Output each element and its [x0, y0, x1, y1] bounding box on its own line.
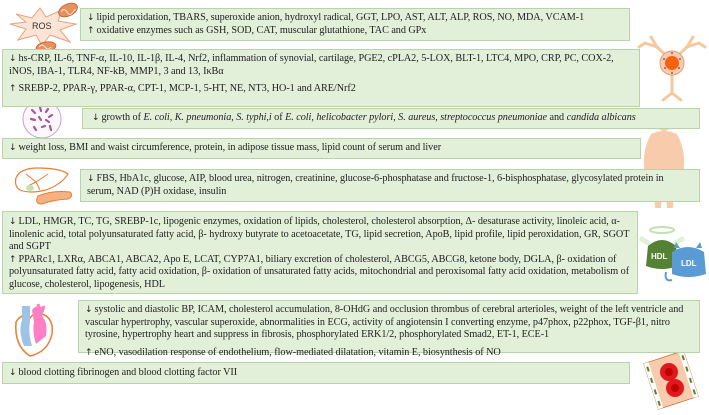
decreased-markers: systolic and diastolic BP, ICAM, cholesterol accumulation, 8-OHdG and occlusion thrombus of cerebral arterioles, weight of the left ventricle and vascular hypertrophy, vascular superoxide, abnormalities in ECG, activity of angiotensin I converting enzyme, p47phox, p22phox, TGF-β1, nitro tyrosine, hypertrophy heart and suppress in fibrosis, phosphorylated ERK1/2, phosphorylated Smad2, ET-1, ECE-1: [85, 304, 684, 341]
box-lipid-metabolism: [2, 211, 638, 294]
box-anticoagulant: [2, 362, 630, 384]
up-arrow-icon: ↑: [9, 254, 17, 265]
down-arrow-icon: ↓: [9, 368, 17, 378]
ldl-label: LDL: [681, 259, 697, 268]
box-inflammation: [2, 49, 640, 107]
down-arrow-icon: ↓: [9, 143, 17, 153]
hdl-label: HDL: [651, 252, 668, 261]
up-arrow-icon: ↑: [87, 25, 95, 36]
hdl-ldl-icon: [636, 222, 708, 288]
increased-markers: oxidative enzymes such as GSH, SOD, CAT, muscular glutathione, TAC and GPx: [96, 24, 427, 36]
connector-text: of: [271, 112, 286, 123]
down-arrow-icon: ↓: [87, 174, 95, 184]
organism-names: candida albicans: [566, 112, 636, 123]
down-arrow-icon: ↓: [9, 217, 17, 227]
organism-names: E. coli, K. pneumonia, S. typhi,: [143, 112, 269, 123]
box-cardiovascular: [78, 300, 700, 358]
decreased-markers: weight loss, BMI and waist circumference, protein, in adipose tissue mass, lipid count of serum and liver: [18, 142, 442, 153]
ros-burst-icon: [6, 2, 82, 50]
decreased-markers: lipid peroxidation, TBARS, superoxide anion, hydroxyl radical, GGT, LPO, AST, ALT, ALP, ROS, NO, MDA, VCAM-1: [96, 12, 585, 23]
neuron-icon: [637, 33, 707, 103]
organism-suffix: i: [268, 112, 272, 123]
connector-text: and: [547, 112, 567, 123]
box-antimicrobial: [82, 108, 700, 129]
down-arrow-icon: ↓: [85, 305, 93, 315]
increased-markers: PPARc1, LXRα, ABCA1, ABCA2, Apo E, LCAT, CYP7A1, biliary excretion of cholesterol, ABCG5, ABCG8, ketone body, DGLA, β- oxidation of polyunsaturated fatty acid, fatty acid oxidation, β- oxidation of unsaturated fatty acids, mitochondrial and peroxisomal fatty acid oxidation, metabolism of glucose, cholesterol, lipogenesis, HDL: [9, 253, 630, 290]
decreased-markers: LDL, HMGR, TC, TG, SREBP-1c, lipogenic enzymes, oxidation of lipids, cholesterol, cholesterol absorption, Δ- desaturase activity, linoleic acid, α-linolenic acid, total polyunsaturated fatty acid, β- hydroxy butyrate to acetoacetate, TG, lipid secretion, ApoB, lipid profile, lipid peroxidation, GR, SGOT and SGPT: [9, 216, 630, 253]
increased-markers: SREBP-2, PPAR-γ, PPAR-α, CPT-1, MCP-1, 5-HT, NE, NT3, HO-1 and ARE/Nrf2: [18, 83, 356, 95]
up-arrow-icon: ↑: [9, 84, 17, 95]
down-arrow-icon: ↓: [87, 13, 95, 23]
decreased-markers: hs-CRP, IL-6, TNF-α, IL-10, IL-1β, IL-4, Nrf2, inflammation of synovial, cartilage, PGE2, cPLA2, 5-LOX, BLT-1, LTC4, MPO, CRP, PC, COX-2, iNOS, IBA-1, TLR4, NF-kB, MMP1, 3 and 13, IκBα: [9, 53, 614, 77]
box-oxidative-stress: [80, 8, 630, 41]
box-anti-obesity: [2, 138, 641, 159]
heart-icon: [8, 302, 58, 360]
organism-names: E. coli, helicobacter pylori, S. aureus, streptococcus pneumoniae: [285, 112, 548, 123]
growth-text: growth of: [101, 112, 144, 123]
box-antidiabetic: [80, 169, 700, 202]
up-arrow-icon: ↑: [85, 347, 93, 358]
ros-label: ROS: [32, 21, 52, 31]
down-arrow-icon: ↓: [92, 113, 100, 123]
down-arrow-icon: ↓: [9, 54, 17, 64]
decreased-markers: FBS, HbA1c, glucose, AIP, blood urea, nitrogen, creatinine, glucose-6-phosphatase and fructose-1, 6-bisphosphatase, glycosylated protein in serum, NAD (P)H oxidase, insulin: [87, 173, 664, 197]
liver-pancreas-icon: [12, 164, 74, 206]
decreased-markers: blood clotting fibrinogen and blood clotting factor VII: [18, 367, 238, 378]
increased-markers: eNO, vasodilation response of endothelium, flow-mediated dilatation, vitamin E, biosynthesis of NO: [94, 346, 501, 358]
